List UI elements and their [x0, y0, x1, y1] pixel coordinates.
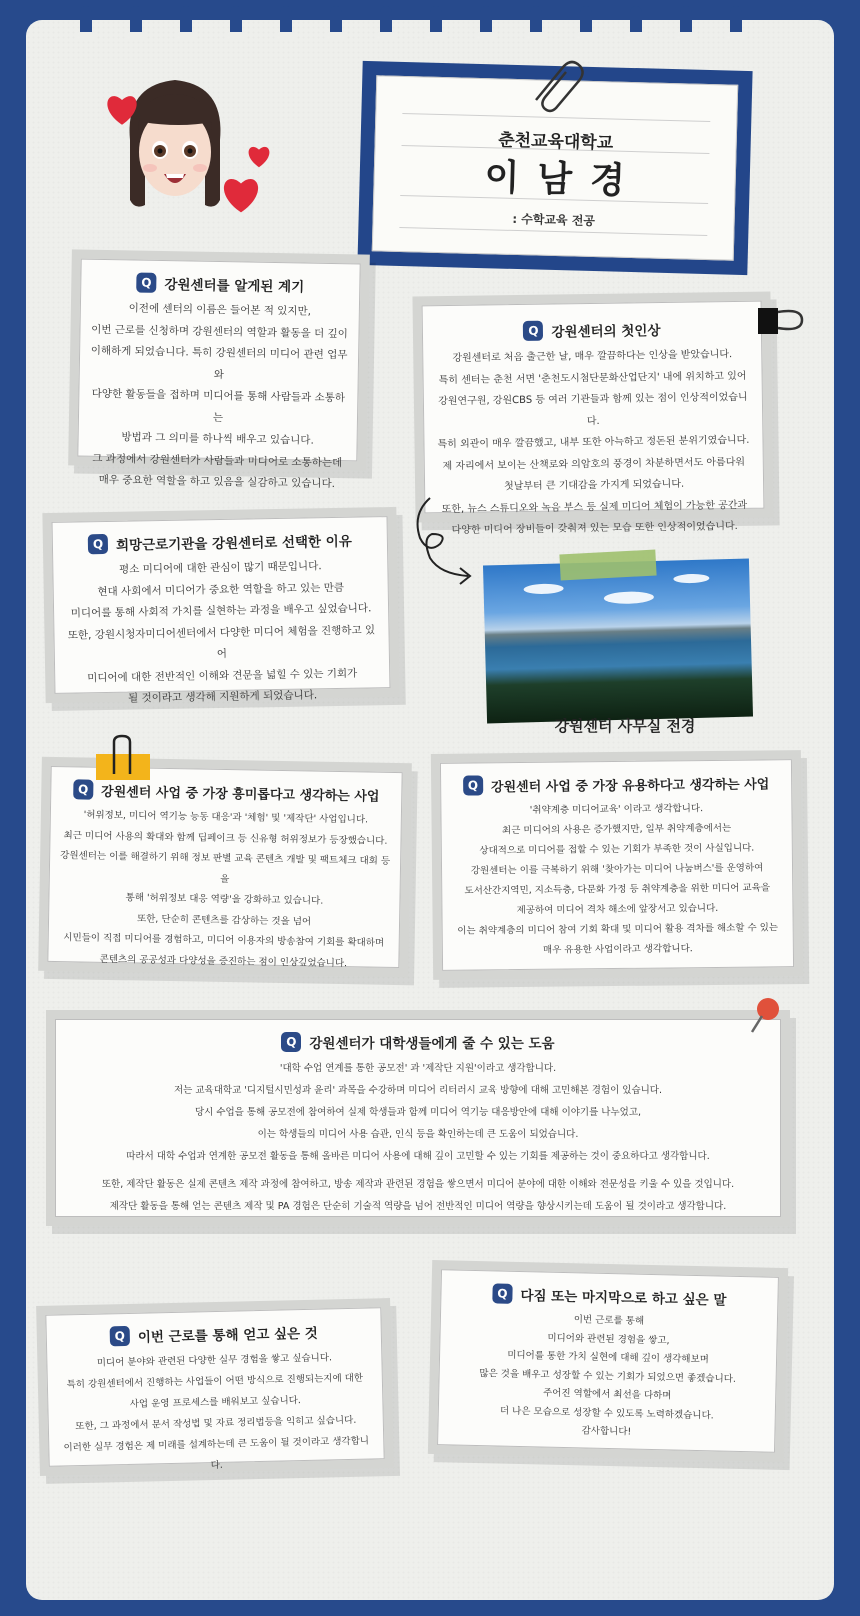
q4-line: 강원센터는 이를 해결하기 위해 정보 판별 교육 콘텐츠 개발 및 팩트체크 대회 등을	[60, 850, 391, 885]
q4-line: 시민들이 직접 미디어를 경험하고, 미디어 이용자의 방송참여 기회를 확대하며	[63, 932, 385, 949]
q4-card	[38, 757, 412, 977]
q-badge: Q	[492, 1283, 512, 1303]
q6-line: 따라서 대학 수업과 연계한 공모전 활동을 통해 올바른 미디어 사용에 대해 깊이 고민할 수 있는 기회를 제공하는 것이 중요하다고 생각합니다.	[126, 1151, 710, 1162]
q7-line: 사업 운영 프로세스를 배워보고 싶습니다.	[129, 1395, 302, 1410]
q5-line: 상대적으로 미디어를 접할 수 있는 기회가 부족한 것이 사실입니다.	[479, 842, 755, 857]
binder-ring	[80, 6, 92, 40]
binder-ring	[230, 6, 242, 40]
q7-card	[36, 1298, 394, 1476]
q8-line: 미디어와 관련된 경험을 쌓고,	[547, 1332, 670, 1346]
q7-line: 이러한 실무 경험은 제 미래를 설계하는데 큰 도움이 될 것이라고 생각합니다.	[63, 1435, 370, 1472]
q2-line: 제 자리에서 보이는 산책로와 의암호의 풍경이 차분하면서도 아름다워	[442, 456, 746, 472]
q2-line: 강원연구원, 강원CBS 등 여러 기관들과 함께 있는 점이 인상적이었습니다.	[438, 391, 748, 427]
q5-line: 도서산간지역민, 지소득층, 다문화 가정 등 취약계층을 위한 미디어 교육을	[464, 882, 771, 897]
binder-ring	[330, 6, 342, 40]
q7-line: 특히 강원센터에서 진행하는 사업들이 어떤 방식으로 진행되는지에 대한	[66, 1372, 364, 1391]
binder-clip-icon	[756, 300, 806, 340]
binder-ring	[480, 6, 492, 40]
binder-ring	[730, 6, 742, 40]
q5-line: 최근 미디어의 사용은 증가했지만, 일부 취약계층에서는	[501, 822, 732, 837]
q6-line: 저는 교육대학교 '디지털시민성과 윤리' 과목을 수강하며 미디어 리터러시 교육 방향에 대해 고민해본 경험이 있습니다.	[174, 1085, 662, 1096]
office-view-photo	[483, 559, 753, 724]
q6-line: '대학 수업 연계를 통한 공모전' 과 '제작단 지원'이라고 생각합니다.	[279, 1063, 557, 1074]
q3-line: 평소 미디어에 대한 관심이 많기 때문입니다.	[118, 560, 322, 576]
binder-ring	[280, 6, 292, 40]
q1-line: 이전에 센터의 이름은 들어본 적 있지만,	[128, 302, 312, 318]
q1-line: 그 과정에서 강원센터가 사람들과 미디어로 소통하는데	[92, 452, 343, 469]
q8-line: 많은 것을 배우고 성장할 수 있는 기회가 되었으면 좋겠습니다.	[479, 1367, 737, 1385]
q4-line: 또한, 단순히 콘텐츠를 감상하는 것을 넘어	[136, 912, 312, 928]
q8-line: 주어진 역할에서 최선을 다하며	[542, 1387, 672, 1402]
q5-line: 이는 취약계층의 미디어 참여 기회 확대 및 미디어 활용 격차를 해소할 수 있는	[457, 922, 779, 937]
heart-icon	[246, 144, 272, 168]
q7-line: 미디어 분야와 관련된 다양한 실무 경험을 쌓고 싶습니다.	[96, 1352, 333, 1369]
q8-line: 더 나은 모습으로 성장할 수 있도록 노력하겠습니다.	[499, 1405, 714, 1421]
q3-line: 될 것이라고 생각해 지원하게 되었습니다.	[127, 689, 318, 705]
q5-line: '취약계층 미디어교육' 이라고 생각합니다.	[529, 803, 704, 816]
q-badge: Q	[281, 1032, 301, 1052]
q-badge: Q	[88, 534, 108, 554]
q1-line: 이번 근로를 신청하며 강원센터의 역할과 활동을 더 깊이	[91, 323, 348, 340]
q2-line: 특히 외관이 매우 깔끔했고, 내부 또한 아늑하고 정돈된 분위기였습니다.	[437, 434, 750, 451]
binder-ring	[630, 6, 642, 40]
q6-title: 강원센터가 대학생들에게 줄 수 있는 도움	[309, 1036, 555, 1052]
yellow-clip-icon	[92, 734, 154, 784]
q2-line: 강원센터로 처음 출근한 날, 매우 깔끔하다는 인상을 받았습니다.	[452, 349, 733, 364]
binder-ring	[130, 6, 142, 40]
q2-line: 첫날부터 큰 기대감을 가지게 되었습니다.	[503, 478, 685, 493]
curved-arrow-icon	[410, 494, 480, 590]
q3-line: 미디어를 통해 사회적 가치를 실현하는 과정을 배우고 싶었습니다.	[70, 602, 372, 620]
push-pin-icon	[748, 996, 782, 1036]
photo-caption: 강원센터 사무실 전경	[554, 717, 696, 735]
school-name: 춘천교육대학교	[497, 130, 614, 154]
heart-icon	[220, 174, 262, 214]
binder-ring	[680, 6, 692, 40]
q5-line: 제공하여 미디어 격차 해소에 앞장서고 있습니다.	[516, 902, 719, 917]
q2-line: 또한, 뉴스 스튜디오와 녹음 부스 등 실제 미디어 체험이 가능한 공간과	[441, 499, 748, 515]
q1-title: 강원센터를 알게된 계기	[164, 277, 305, 296]
q2-line: 다양한 미디어 장비들이 갖춰져 있는 모습 또한 인상적이었습니다.	[451, 520, 738, 536]
q5-card	[431, 750, 803, 980]
q6-line: 이는 학생들의 미디어 사용 습관, 인식 등을 확인하는데 큰 도움이 되었습니다.	[257, 1129, 579, 1140]
q-badge: Q	[463, 775, 483, 795]
q8-card	[428, 1260, 788, 1462]
q4-line: 최근 미디어 사용의 확대와 함께 딥페이크 등 신유형 허위정보가 등장했습니다.	[63, 829, 388, 847]
q2-title: 강원센터의 첫인상	[551, 323, 661, 341]
q3-card	[42, 507, 399, 703]
heart-icon	[104, 92, 140, 126]
q6-line: 제작단 활동을 통해 얻는 콘텐츠 제작 및 PA 경험은 단순히 기술적 역량을 넘어 전반적인 미디어 역량을 향상시키는데 도움이 될 것이라고 생각합니다.	[109, 1201, 727, 1212]
q7-line: 또한, 그 과정에서 문서 작성법 및 자료 정리법등을 익히고 싶습니다.	[75, 1414, 357, 1433]
q5-line: 강원센터는 이를 극복하기 위해 '찾아가는 미디어 나눔버스'를 운영하여	[470, 862, 764, 877]
q-badge: Q	[136, 273, 156, 293]
q3-line: 또한, 강원시청자미디어센터에서 다양한 미디어 체험을 진행하고 있어	[67, 623, 376, 661]
q6-card	[46, 1010, 790, 1226]
q1-card	[68, 249, 370, 491]
green-tape	[559, 550, 656, 581]
binder-ring	[430, 6, 442, 40]
q4-title: 강원센터 사업 중 가장 흥미롭다고 생각하는 사업	[100, 784, 380, 805]
q2-card	[412, 292, 773, 536]
q-badge: Q	[73, 779, 93, 799]
q8-line: 감사합니다!	[581, 1425, 632, 1438]
q3-line: 현대 사회에서 미디어가 중요한 역할을 하고 있는 만큼	[97, 581, 345, 598]
paper-clip-icon	[528, 58, 592, 110]
q1-line: 다양한 활동들을 접하며 미디어를 통해 사람들과 소통하는	[91, 387, 346, 424]
q1-line: 이해하게 되었습니다. 특히 강원센터의 미디어 관련 업무와	[90, 344, 348, 381]
binder-ring	[180, 6, 192, 40]
q3-line: 미디어에 대한 전반적인 이해와 견문을 넓힐 수 있는 기회가	[87, 667, 358, 684]
q6-line: 당시 수업을 통해 공모전에 참여하여 실제 학생들과 함께 미디어 역기능 대응방안에 대해 이야기를 나누었고,	[194, 1107, 642, 1118]
q8-line: 이번 근로를 통해	[573, 1314, 645, 1327]
q1-line: 매우 중요한 역할을 하고 있음을 실감하고 있습니다.	[98, 473, 336, 491]
q6-line: 또한, 제작단 활동은 실제 콘텐츠 제작 과정에 참여하고, 방송 제작과 관련된 경험을 쌓으면서 미디어 분야에 대한 이해와 전문성을 키울 수 있을 것입니다.	[101, 1179, 735, 1190]
binder-ring	[530, 6, 542, 40]
student-name: 이남경	[484, 157, 644, 203]
q8-line: 미디어를 통한 가치 실현에 대해 깊이 생각해보며	[507, 1349, 710, 1366]
binder-ring	[580, 6, 592, 40]
q5-line: 매우 유용한 사업이라고 생각합니다.	[542, 943, 693, 956]
q-badge: Q	[110, 1326, 130, 1346]
q4-line: '허위정보, 미디어 역기능 능동 대응'과 '체험' 및 '제작단' 사업입니다.	[83, 809, 369, 826]
q4-line: 통해 '허위정보 대응 역량'을 강화하고 있습니다.	[125, 892, 324, 907]
binder-ring	[380, 6, 392, 40]
q-badge: Q	[523, 321, 543, 341]
q2-line: 특히 센터는 춘천 서면 '춘천도시첨단문화산업단지' 내에 위치하고 있어	[438, 370, 747, 386]
q1-line: 방법과 그 의미를 하나씩 배우고 있습니다.	[121, 431, 314, 447]
q4-line: 콘텐츠의 공공성과 다양성을 증진하는 점이 인상깊었습니다.	[99, 953, 348, 969]
q3-title: 희망근로기관을 강원센터로 선택한 이유	[115, 533, 352, 554]
q8-title: 다짐 또는 마지막으로 하고 싶은 말	[520, 1287, 727, 1309]
q5-title: 강원센터 사업 중 가장 유용하다고 생각하는 사업	[490, 776, 770, 795]
major-label: : 수학교육 전공	[512, 211, 596, 229]
q7-title: 이번 근로를 통해 얻고 싶은 것	[137, 1325, 318, 1346]
